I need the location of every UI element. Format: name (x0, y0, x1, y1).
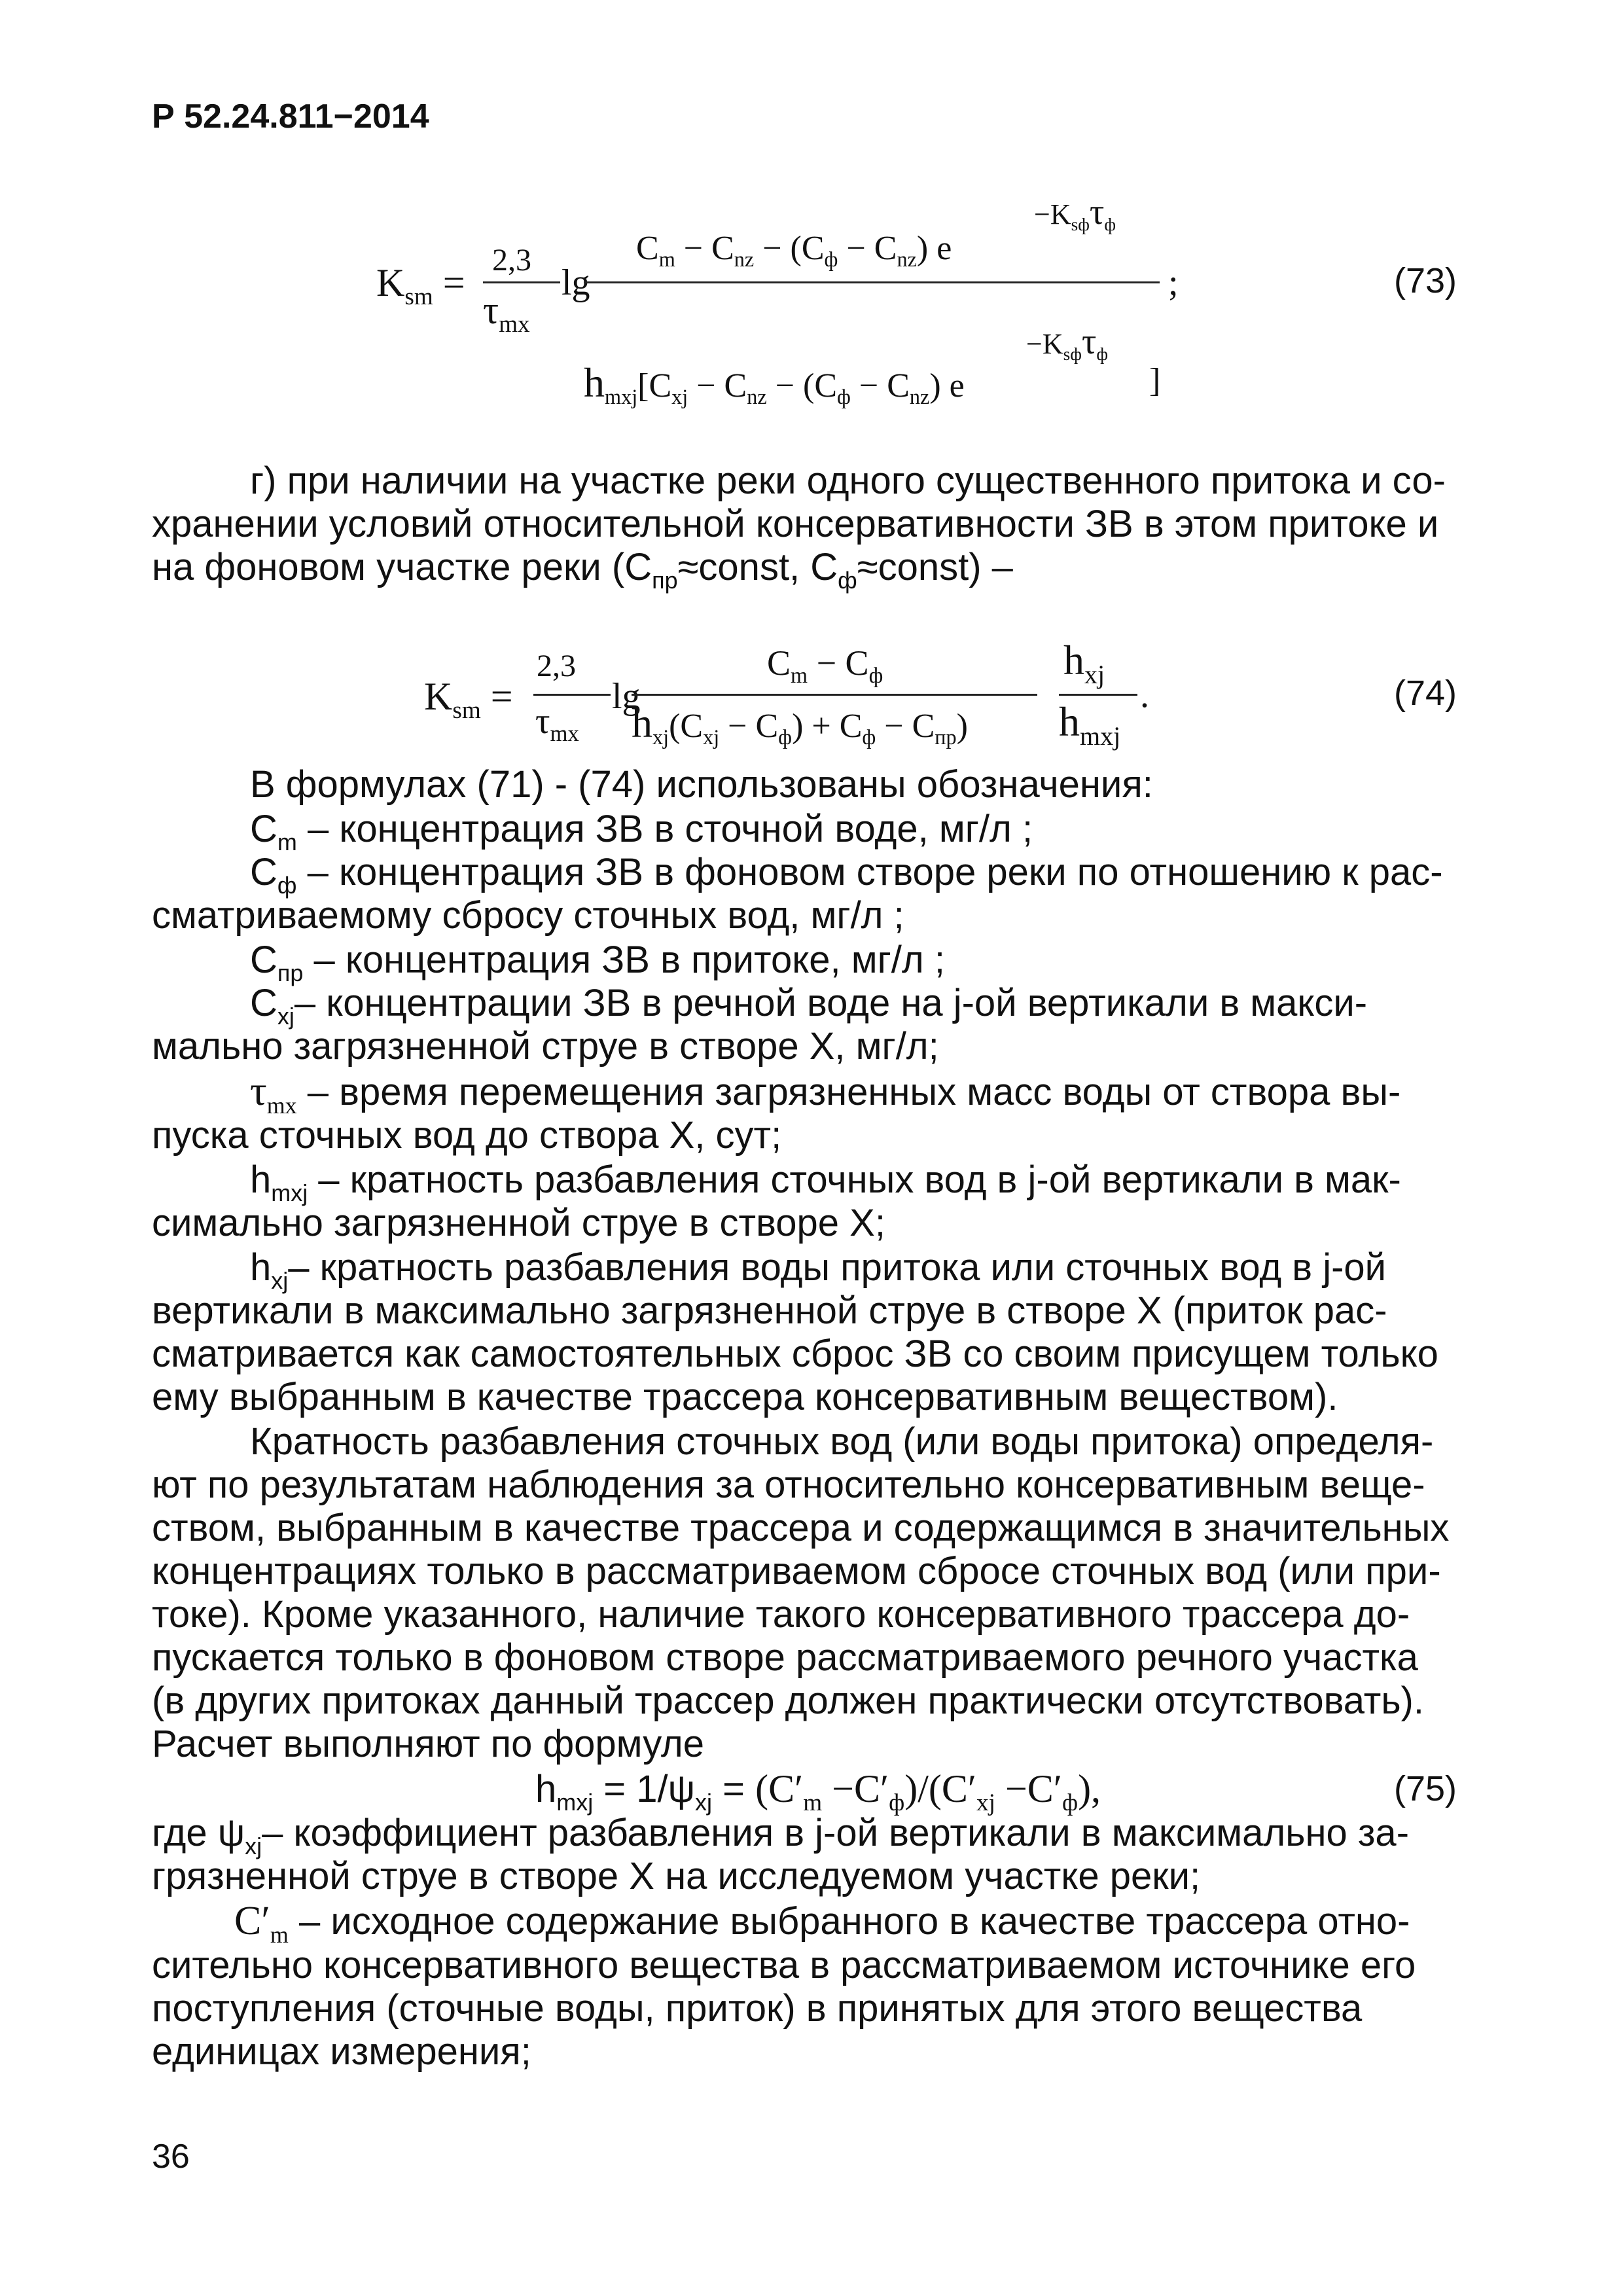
def-cf-line-1: $С_ф$ – концентрация ЗВ в фоновом створе реки по отношению к рас- (250, 851, 1443, 899)
eq73-tail: ; (1168, 262, 1179, 303)
def-tau-line-1: $\tau_{mx}$ – время перемещения загрязненных масс воды от створа вы- (250, 1067, 1401, 1119)
eq75-number: (75) (1394, 1769, 1457, 1808)
eq74-lhs: $K_{sm}$ = (424, 675, 513, 725)
eq73-lhs: $K_{sm}$ = (376, 261, 465, 311)
def-cxj-line-1: $С_{xj}-$ концентрации ЗВ в речной воде на j-ой вертикали в макси- (250, 982, 1368, 1030)
def-hmxj-line-1: $h_{mxj}$ – кратность разбавления сточных вод в j-ой вертикали в мак- (250, 1158, 1401, 1206)
eq73-coef-num: 2,3 (492, 243, 531, 278)
para-2-line-5: токе). Кроме указанного, наличие такого консервативного трассера до- (152, 1593, 1410, 1636)
eq74-lg: lg (612, 676, 641, 717)
para-2-line-1: Кратность разбавления сточных вод (или воды притока) определя- (250, 1420, 1434, 1463)
eq73-exp-den: $-K_{sф}\tau_ф$ (1026, 321, 1109, 364)
def-hxj-line-2: вертикали в максимально загрязненной струе в створе Х (приток рас- (152, 1289, 1387, 1332)
def-psi-line-1: где $\psi_{xj}-$ коэффициент разбавления в j-ой вертикали в максимально за- (152, 1812, 1410, 1859)
eq74-tail: . (1140, 675, 1149, 715)
def-psi-line-2: грязненной струе в створе Х на исследуемом участке реки; (152, 1855, 1201, 1897)
page-number: 36 (152, 2138, 190, 2176)
def-cf-line-2: сматриваемому сбросу сточных вод, мг/л ; (152, 894, 904, 937)
eq73-den-close: ] (1149, 362, 1161, 399)
eq73-exp-num: $-K_{sф}\tau_ф$ (1034, 192, 1116, 234)
equation-75: $h_{mxj} = 1/\psi_{xj} = (C'_m -C'_ф)/(C'_{xj} -C'_ф)$, (535, 1767, 1101, 1817)
para-2-line-4: концентрациях только в рассматриваемом сбросе сточных вод (или при- (152, 1550, 1441, 1592)
def-cm-prime-line-3: поступления (сточные воды, приток) в принятых для этого вещества (152, 1987, 1363, 2030)
def-hxj-line-4: ему выбранным в качестве трассера консервативным веществом). (152, 1376, 1338, 1418)
para-2-line-3: ством, выбранным в качестве трассера и содержащимся в значительных (152, 1507, 1450, 1549)
eq74-denominator: $h_{xj}(C_{xj} - C_ф) + C_ф - C_{пр}$) (632, 700, 968, 749)
eq74-frac2-den: $h_{mxj}$ (1059, 698, 1121, 751)
def-hxj-line-1: $h_{xj}-$ кратность разбавления воды притока или сточных вод в j-ой (250, 1246, 1387, 1294)
eq73-coef-den: $\tau_{mx}$ (483, 289, 530, 338)
def-cm-prime-line-2: сительно консервативного вещества в рассматриваемом источнике его (152, 1944, 1416, 1986)
eq74-number: (74) (1394, 673, 1457, 713)
def-cxj-line-2: мально загрязненной струе в створе Х, мг/л; (152, 1025, 939, 1067)
para-2-line-6: пускается только в фоновом створе рассматриваемого речного участка (152, 1636, 1418, 1679)
eq74-coef-den: $\tau_{mx}$ (535, 701, 579, 747)
def-hmxj-line-2: симально загрязненной струе в створе Х; (152, 1202, 885, 1244)
def-hxj-line-3: сматривается как самостоятельных сброс ЗВ со своим присущем только (152, 1333, 1438, 1375)
para-2-line-7: (в других притоках данный трассер должен практически отсутствовать). (152, 1679, 1424, 1722)
eq73-lg: lg (562, 262, 590, 303)
eq74-coef-num: 2,3 (537, 649, 576, 683)
eq74-frac2-num: $h_{xj}$ (1063, 637, 1105, 689)
def-cm: $С_m$ – концентрация ЗВ в сточной воде, мг/л ; (250, 808, 1033, 855)
def-cm-prime-line-4: единицах измерения; (152, 2030, 531, 2073)
para-g-line-1: г) при наличии на участке реки одного существенного притока и со- (250, 459, 1446, 502)
eq73-denominator: $h_{mxj}[C_{xj} - C_{nz} - (C_ф - C_{nz})$ e (584, 359, 965, 409)
eq74-numerator: $C_m - C_ф$ (767, 643, 883, 688)
eq73-numerator: $C_m - C_{nz} - (C_ф - C_{nz})$ e (636, 230, 952, 272)
eq73-number: (73) (1394, 261, 1457, 300)
def-cm-prime-line-1: $C'_m$ – исходное содержание выбранного в качестве трассера отно- (234, 1899, 1410, 1948)
def-cpr: $С_{пр}$ – концентрация ЗВ в притоке, мг/л ; (250, 939, 945, 986)
def-tau-line-2: пуска сточных вод до створа Х, сут; (152, 1114, 782, 1157)
para-2-line-8: Расчет выполняют по формуле (152, 1723, 705, 1765)
definitions-intro: В формулах (71) - (74) использованы обозначения: (250, 763, 1153, 806)
para-g-line-2: хранении условий относительной консервативности ЗВ в этом притоке и (152, 503, 1439, 545)
document-number: Р 52.24.811−2014 (152, 98, 429, 135)
para-g-line-3: на фоновом участке реки ($С_{пр}\approx const$, $С_ф\approx const$) – (152, 546, 1013, 594)
para-2-line-2: ют по результатам наблюдения за относительно консервативным веще- (152, 1463, 1425, 1506)
